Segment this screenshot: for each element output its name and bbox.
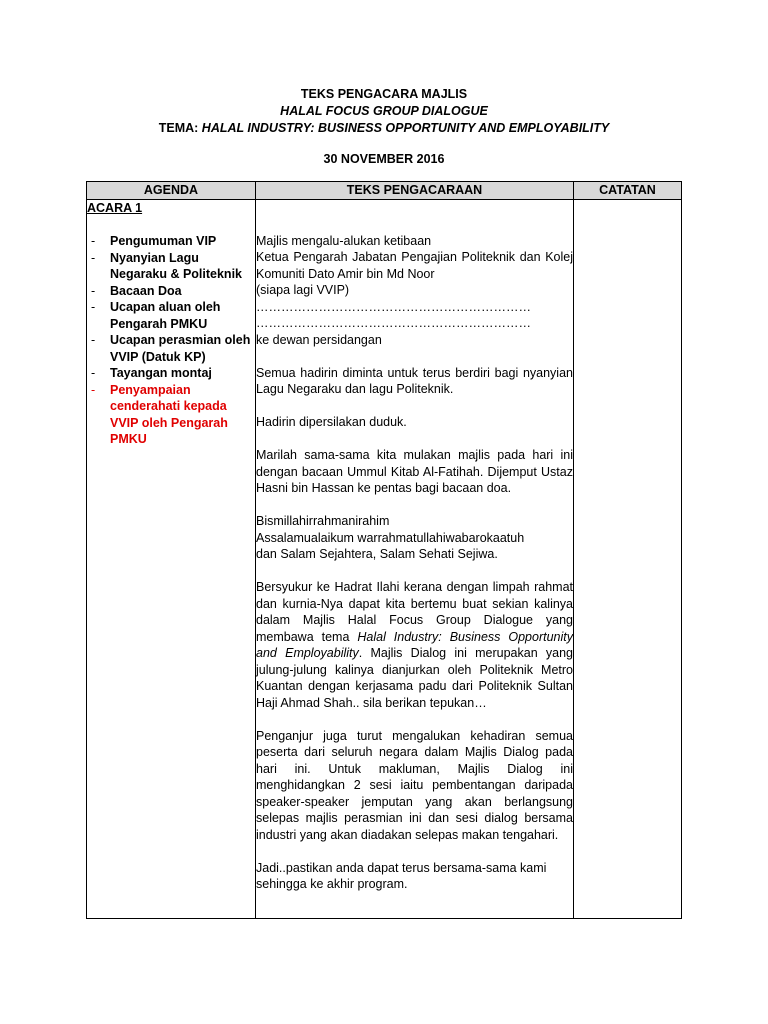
anthem-paragraph: Semua hadirin diminta untuk terus berdiri bagi nyanyian Lagu Negaraku dan lagu Politeknik. [256,365,573,396]
list-item: - Penyampaian cenderahati kepada VVIP oleh Pengarah PMKU [87,382,255,448]
list-item: - Tayangan montaj [87,365,255,382]
text-run: Bersyukur ke Hadrat Ilahi kerana dengan limpah rahmat dan kurnia-Nya dapat kita bertemu buat sekian kalinya dalam Majlis Halal Focus Group Dialogue yang membawa tema [256,580,573,644]
agenda-cell [87,199,256,918]
text-line: Bismillahirrahmanirahim [256,514,390,528]
welcome-paragraph [256,233,573,349]
acara-heading: ACARA 1 [87,200,143,215]
seated-paragraph: Hadirin dipersilakan duduk. [256,415,407,429]
column-header-teks: TEKS PENGACARAAN [256,182,574,200]
text-line: Ketua Pengarah Jabatan Pengajian Politeknik dan Kolej Komuniti Dato Amir bin Md Noor [256,250,573,281]
column-header-catatan: CATATAN [574,182,682,200]
list-item: - Ucapan perasmian oleh VVIP (Datuk KP) [87,332,255,365]
document-header [0,86,768,168]
dotted-line: ………………………………………………………… [256,299,531,314]
text-line: Assalamualaikum warrahmatullahiwabarokaatuh [256,530,525,545]
organizer-paragraph: Penganjur juga turut mengalukan kehadiran semua peserta dari seluruh negara dalam Majlis Dialog pada hari ini. Untuk makluman, Majlis Dialog ini menghidangkan 2 sesi iaitu pembentangan daripada speaker-speaker jemputan yang akan berlangsung selepas majlis perasmian ini dan sesi dialog bersama industri yang akan diadakan selepas makan tengahari. [256,728,573,842]
list-item: - Bacaan Doa [87,283,255,300]
list-item: - Pengumuman VIP [87,233,255,250]
gratitude-paragraph [256,579,573,711]
closing-paragraph: Jadi..pastikan anda dapat terus bersama-sama kami sehingga ke akhir program. [256,860,547,891]
catatan-cell [574,199,682,918]
theme-label: TEMA: [158,121,199,135]
event-date: 30 NOVEMBER 2016 [323,152,445,166]
prayer-paragraph: Marilah sama-sama kita mulakan majlis pada hari ini dengan bacaan Ummul Kitab Al-Fatihah. Dijemput Ustaz Hasni bin Hassan ke pentas bagi bacaan doa. [256,448,573,495]
agenda-table [86,181,682,919]
teks-cell [256,199,574,918]
list-item: - Ucapan aluan oleh Pengarah PMKU [87,299,255,332]
greeting-paragraph [256,513,573,563]
text-line: Majlis mengalu-alukan ketibaan [256,233,432,248]
list-item: - Nyanyian Lagu Negaraku & Politeknik [87,250,255,283]
agenda-list [87,233,255,448]
table-row [87,199,682,918]
text-line: ke dewan persidangan [256,332,382,347]
event-name: HALAL FOCUS GROUP DIALOGUE [280,104,488,118]
theme-line [0,120,768,137]
dotted-line: ………………………………………………………… [256,316,531,330]
theme-value: HALAL INDUSTRY: BUSINESS OPPORTUNITY AND EMPLOYABILITY [201,121,610,135]
column-header-agenda: AGENDA [87,182,256,200]
text-line: dan Salam Sejahtera, Salam Sehati Sejiwa. [256,547,498,561]
text-line: (siapa lagi VVIP) [256,283,350,297]
document-title: TEKS PENGACARA MAJLIS [300,87,468,101]
text-run: . Majlis Dialog ini merupakan yang julung-julung kalinya dianjurkan oleh Politeknik Metro Kuantan dengan kerjasama padu dari Politeknik Sultan Haji Ahmad Shah.. sila berikan tepukan… [256,646,573,710]
table-header-row [87,182,682,200]
theme-italic: Halal Industry: Business Opportunity and Employability [256,629,573,660]
